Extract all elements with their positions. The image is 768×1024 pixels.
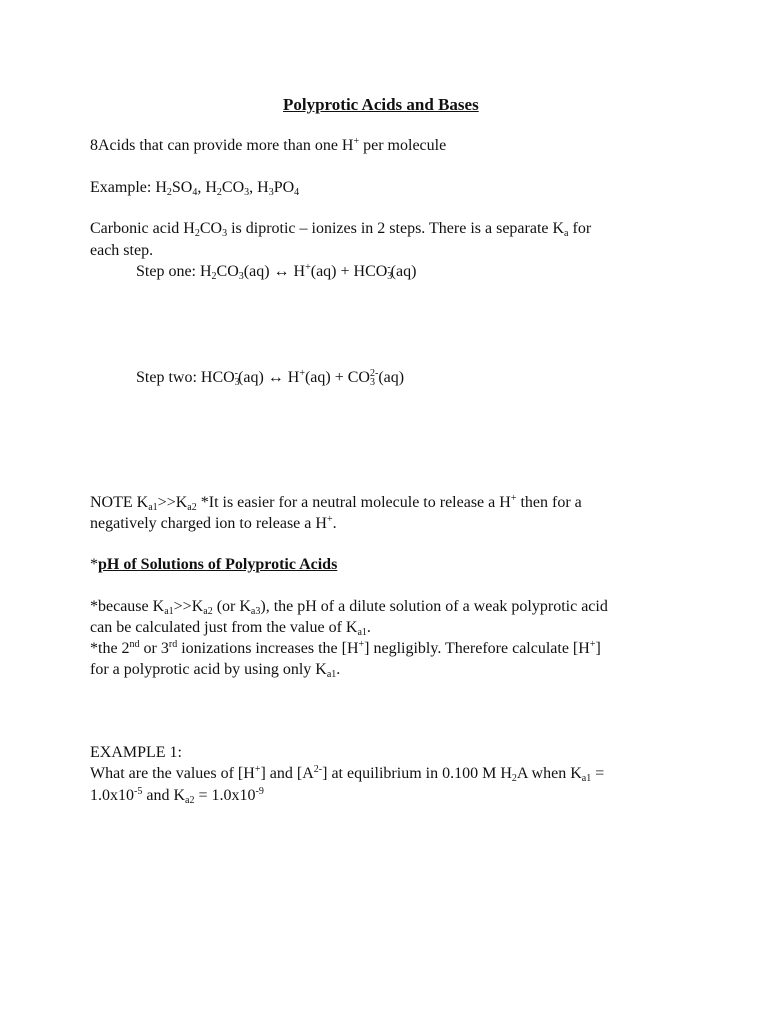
superscript: -: [387, 262, 391, 273]
equation-text: (aq): [390, 263, 417, 280]
equation-text: (aq) ↔ H: [243, 263, 306, 280]
subscript: 4: [192, 187, 198, 198]
note-text: .: [332, 515, 337, 532]
subscript: a2: [203, 606, 213, 617]
subscript: a1: [326, 669, 337, 680]
note-line-1: [90, 493, 582, 513]
carbonic-line-1: [90, 219, 591, 239]
intro-text: Acids that can provide more than one H: [98, 137, 354, 154]
example1-line-1: [90, 764, 604, 784]
paragraph-text: .: [336, 661, 341, 678]
problem-text: =: [591, 765, 605, 782]
note-text: then for a: [516, 494, 582, 511]
subscript: 2: [166, 187, 172, 198]
superscript: -9: [255, 786, 264, 797]
equation-text: (aq) ↔ H: [238, 369, 300, 386]
paragraph-text: ), the pH of a dilute solution of a weak polyprotic acid: [260, 598, 608, 615]
equation-text: (aq) + HCO: [310, 263, 388, 280]
subscript: 3: [387, 271, 393, 282]
subscript: 3: [238, 271, 244, 282]
paragraph-text: ionizations increases the [H: [177, 640, 359, 657]
equation-text: (aq): [378, 369, 405, 386]
note-line-2: [90, 514, 337, 534]
note-text: >>K: [157, 494, 188, 511]
paragraph-text: for: [568, 220, 592, 237]
paragraph-text: for a polyprotic acid by using only K: [90, 661, 327, 678]
equation-text: CO: [216, 263, 239, 280]
subscript: 2: [211, 271, 217, 282]
example-text: , H: [249, 179, 269, 196]
equation-text: Step one: H: [136, 263, 212, 280]
subscript: a2: [185, 795, 195, 806]
heading-star: *: [90, 556, 98, 573]
equation-text: (aq) + CO: [304, 369, 370, 386]
because-line-1: [90, 597, 608, 617]
paragraph-text: or 3: [139, 640, 169, 657]
subscript: a1: [581, 773, 592, 784]
superscript: +: [589, 639, 596, 650]
paragraph-text: CO: [199, 220, 223, 237]
note-text: NOTE K: [90, 494, 149, 511]
page-title: Polyprotic Acids and Bases: [283, 95, 479, 114]
subscript: 2: [216, 187, 222, 198]
equation-text: Step two: HCO: [136, 369, 235, 386]
subscript: 3: [222, 228, 228, 239]
problem-text: ] at equilibrium in 0.100 M H: [322, 765, 512, 782]
paragraph-text: >>K: [173, 598, 204, 615]
subscript: a3: [250, 606, 261, 617]
paragraph-text: *the 2: [90, 640, 130, 657]
example-text: SO: [171, 179, 193, 196]
problem-text: ] and [A: [260, 765, 314, 782]
superscript: -5: [134, 786, 143, 797]
superscript: +: [254, 764, 261, 775]
paragraph-text: (or K: [212, 598, 251, 615]
subscript: 3: [244, 187, 250, 198]
example-text: CO: [221, 179, 245, 196]
step-two-equation: [136, 368, 404, 388]
example-line: [90, 178, 299, 198]
subscript: 3: [234, 377, 240, 388]
subscript: 4: [294, 187, 300, 198]
subscript: a1: [148, 502, 158, 513]
superscript: +: [358, 639, 365, 650]
subscript: 3: [369, 377, 375, 388]
paragraph-text: Carbonic acid H: [90, 220, 195, 237]
intro-text-end: per molecule: [359, 137, 447, 154]
section-heading-text: pH of Solutions of Polyprotic Acids: [98, 556, 338, 573]
superscript: rd: [168, 639, 178, 650]
subscript: a1: [357, 627, 367, 638]
superscript: 2-: [369, 368, 379, 379]
example1-line-2: [90, 786, 264, 806]
step-one-equation: [136, 262, 416, 282]
superscript: +: [305, 262, 311, 273]
ionization-line-2: [90, 660, 340, 680]
problem-text: and K: [142, 787, 185, 804]
because-line-2: [90, 618, 371, 638]
problem-text: = 1.0x10: [194, 787, 256, 804]
paragraph-text: ] negligibly. Therefore calculate [H: [364, 640, 590, 657]
problem-text: What are the values of [H: [90, 765, 255, 782]
carbonic-line-2: each step.: [90, 242, 154, 259]
problem-text: A when K: [516, 765, 582, 782]
superscript: nd: [129, 639, 140, 650]
paragraph-text: is diprotic – ionizes in 2 steps. There is a separate K: [227, 220, 565, 237]
section-heading: [90, 555, 337, 575]
subscript: a: [564, 228, 569, 239]
subscript: a2: [187, 502, 197, 513]
paragraph-text: ]: [595, 640, 601, 657]
superscript: +: [510, 493, 517, 504]
subscript: 2: [511, 773, 517, 784]
subscript: a1: [164, 606, 174, 617]
paragraph-text: .: [366, 619, 371, 636]
subscript: 3: [268, 187, 274, 198]
intro-line: [90, 136, 446, 156]
example-text: Example: H: [90, 179, 167, 196]
example-text: PO: [273, 179, 295, 196]
superscript: -: [234, 368, 239, 379]
superscript: +: [299, 368, 305, 379]
note-text: negatively charged ion to release a H: [90, 515, 327, 532]
superscript: +: [326, 514, 333, 525]
superscript: 2-: [313, 764, 323, 775]
example-text: , H: [197, 179, 217, 196]
note-text: *It is easier for a neutral molecule to release a H: [196, 494, 511, 511]
subscript: 2: [194, 228, 200, 239]
ionization-line-1: [90, 639, 601, 659]
problem-text: 1.0x10: [90, 787, 134, 804]
paragraph-text: can be calculated just from the value of K: [90, 619, 358, 636]
bullet-glyph: 8: [90, 137, 98, 154]
superscript: +: [353, 136, 360, 147]
example1-heading: EXAMPLE 1:: [90, 744, 182, 761]
paragraph-text: *because K: [90, 598, 165, 615]
